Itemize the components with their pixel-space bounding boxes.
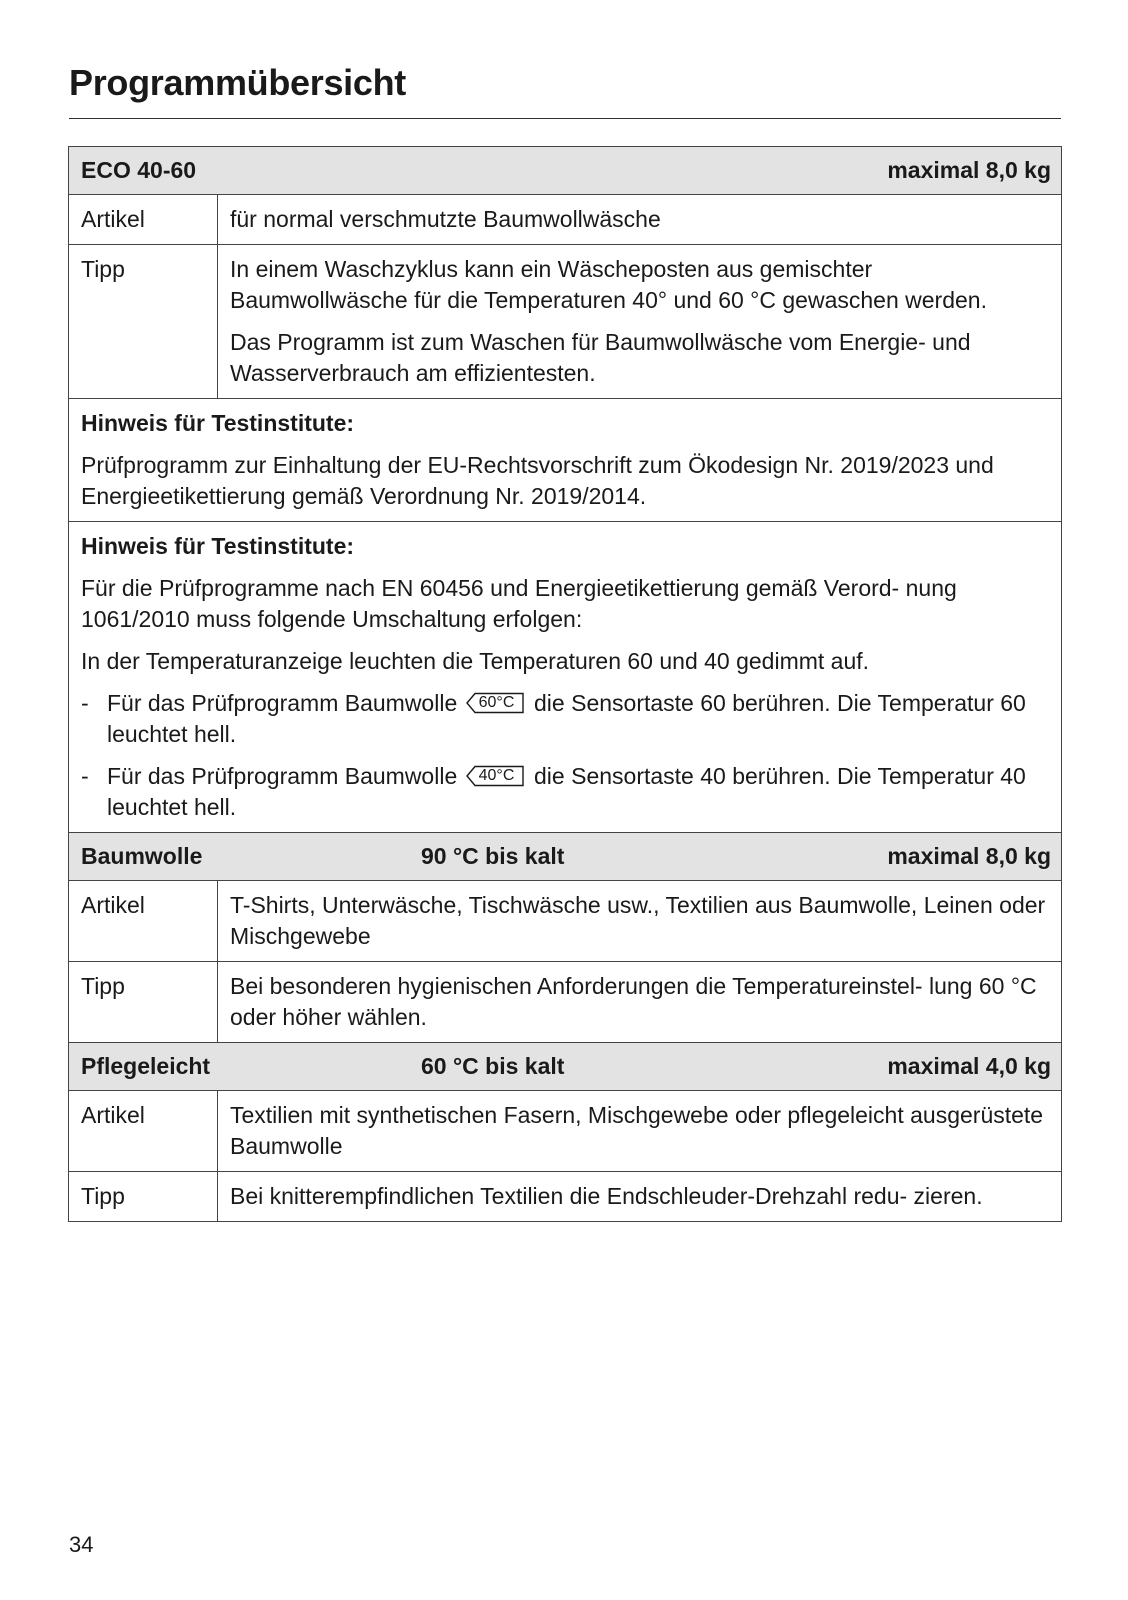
eco-tipp-paragraph-1: In einem Waschzyklus kann ein Wäscheposten aus gemischter Baumwollwäsche für die Temperaturen 40° und 60 °C gewaschen werden. <box>230 256 987 313</box>
note2-text-2: In der Temperaturanzeige leuchten die Temperaturen 60 und 40 gedimmt auf. <box>81 648 870 674</box>
bullet-dash: - <box>81 763 89 789</box>
note2-bullet-1 <box>81 688 1051 750</box>
pflegeleicht-program-name: Pflegeleicht <box>81 1053 211 1079</box>
program-temperature-tag-icon: 60°C <box>466 692 524 714</box>
baumwolle-max-load: maximal 8,0 kg <box>887 843 1051 869</box>
bullet-1-text-post: die Sensortaste 60 berühren. Die Temperatur 60 leuchtet hell. <box>107 690 1026 747</box>
title-divider <box>69 118 1061 119</box>
eco-artikel-label: Artikel <box>69 195 218 245</box>
eco-tipp-paragraph-2: Das Programm ist zum Waschen für Baumwollwäsche vom Energie- und Wasserverbrauch am effizientesten. <box>230 329 971 386</box>
baumwolle-tipp-label: Tipp <box>69 962 218 1043</box>
bullet-2-text-pre: Für das Prüfprogramm Baumwolle <box>107 763 458 789</box>
baumwolle-temperature: 90 °C bis kalt <box>421 843 565 869</box>
pflegeleicht-artikel-text: Textilien mit synthetischen Fasern, Mischgewebe oder pflegeleicht ausgerüstete Baumwolle <box>218 1091 1062 1172</box>
note2-text-1: Für die Prüfprogramme nach EN 60456 und Energieetikettierung gemäß Verord- nung 1061/2010 muss folgende Umschaltung erfolgen: <box>81 575 957 632</box>
pflegeleicht-tipp-row <box>69 1172 1062 1222</box>
eco-artikel-text: für normal verschmutzte Baumwollwäsche <box>218 195 1062 245</box>
eco-header-row <box>69 147 1062 195</box>
baumwolle-artikel-row <box>69 881 1062 962</box>
note1-text: Prüfprogramm zur Einhaltung der EU-Rechtsvorschrift zum Ökodesign Nr. 2019/2023 und Energieetikettierung gemäß Verordnung Nr. 2019/2014. <box>81 452 994 509</box>
baumwolle-program-name: Baumwolle <box>81 843 203 869</box>
pflegeleicht-tipp-label: Tipp <box>69 1172 218 1222</box>
page-title: Programmübersicht <box>69 62 406 103</box>
bullet-1-text-pre: Für das Prüfprogramm Baumwolle <box>107 690 458 716</box>
note2-bullet-2 <box>81 761 1051 823</box>
eco-artikel-row <box>69 195 1062 245</box>
eco-tipp-label: Tipp <box>69 245 218 399</box>
eco-program-name: ECO 40-60 <box>81 157 197 183</box>
pflegeleicht-artikel-row <box>69 1091 1062 1172</box>
program-overview-table <box>68 146 1062 1222</box>
note2-heading: Hinweis für Testinstitute: <box>81 533 355 559</box>
program-temperature-tag-icon: 40°C <box>466 765 524 787</box>
page-number: 34 <box>69 1532 94 1557</box>
baumwolle-artikel-text: T-Shirts, Unterwäsche, Tischwäsche usw., Textilien aus Baumwolle, Leinen oder Mischgewebe <box>218 881 1062 962</box>
note1-heading: Hinweis für Testinstitute: <box>81 410 355 436</box>
bullet-2-text-post: die Sensortaste 40 berühren. Die Temperatur 40 leuchtet hell. <box>107 763 1026 820</box>
pflegeleicht-temperature: 60 °C bis kalt <box>421 1053 565 1079</box>
note2-row <box>69 522 1062 833</box>
note1-row <box>69 399 1062 522</box>
pflegeleicht-artikel-label: Artikel <box>69 1091 218 1172</box>
bullet-dash: - <box>81 690 89 716</box>
baumwolle-tipp-row <box>69 962 1062 1043</box>
eco-tipp-row <box>69 245 1062 399</box>
pflegeleicht-tipp-text: Bei knitterempfindlichen Textilien die Endschleuder-Drehzahl redu- zieren. <box>218 1172 1062 1222</box>
baumwolle-artikel-label: Artikel <box>69 881 218 962</box>
baumwolle-tipp-text: Bei besonderen hygienischen Anforderungen die Temperatureinstel- lung 60 °C oder höher wählen. <box>218 962 1062 1043</box>
baumwolle-header-row <box>69 833 1062 881</box>
eco-max-load: maximal 8,0 kg <box>887 157 1051 183</box>
pflegeleicht-header-row <box>69 1043 1062 1091</box>
pflegeleicht-max-load: maximal 4,0 kg <box>887 1053 1051 1079</box>
